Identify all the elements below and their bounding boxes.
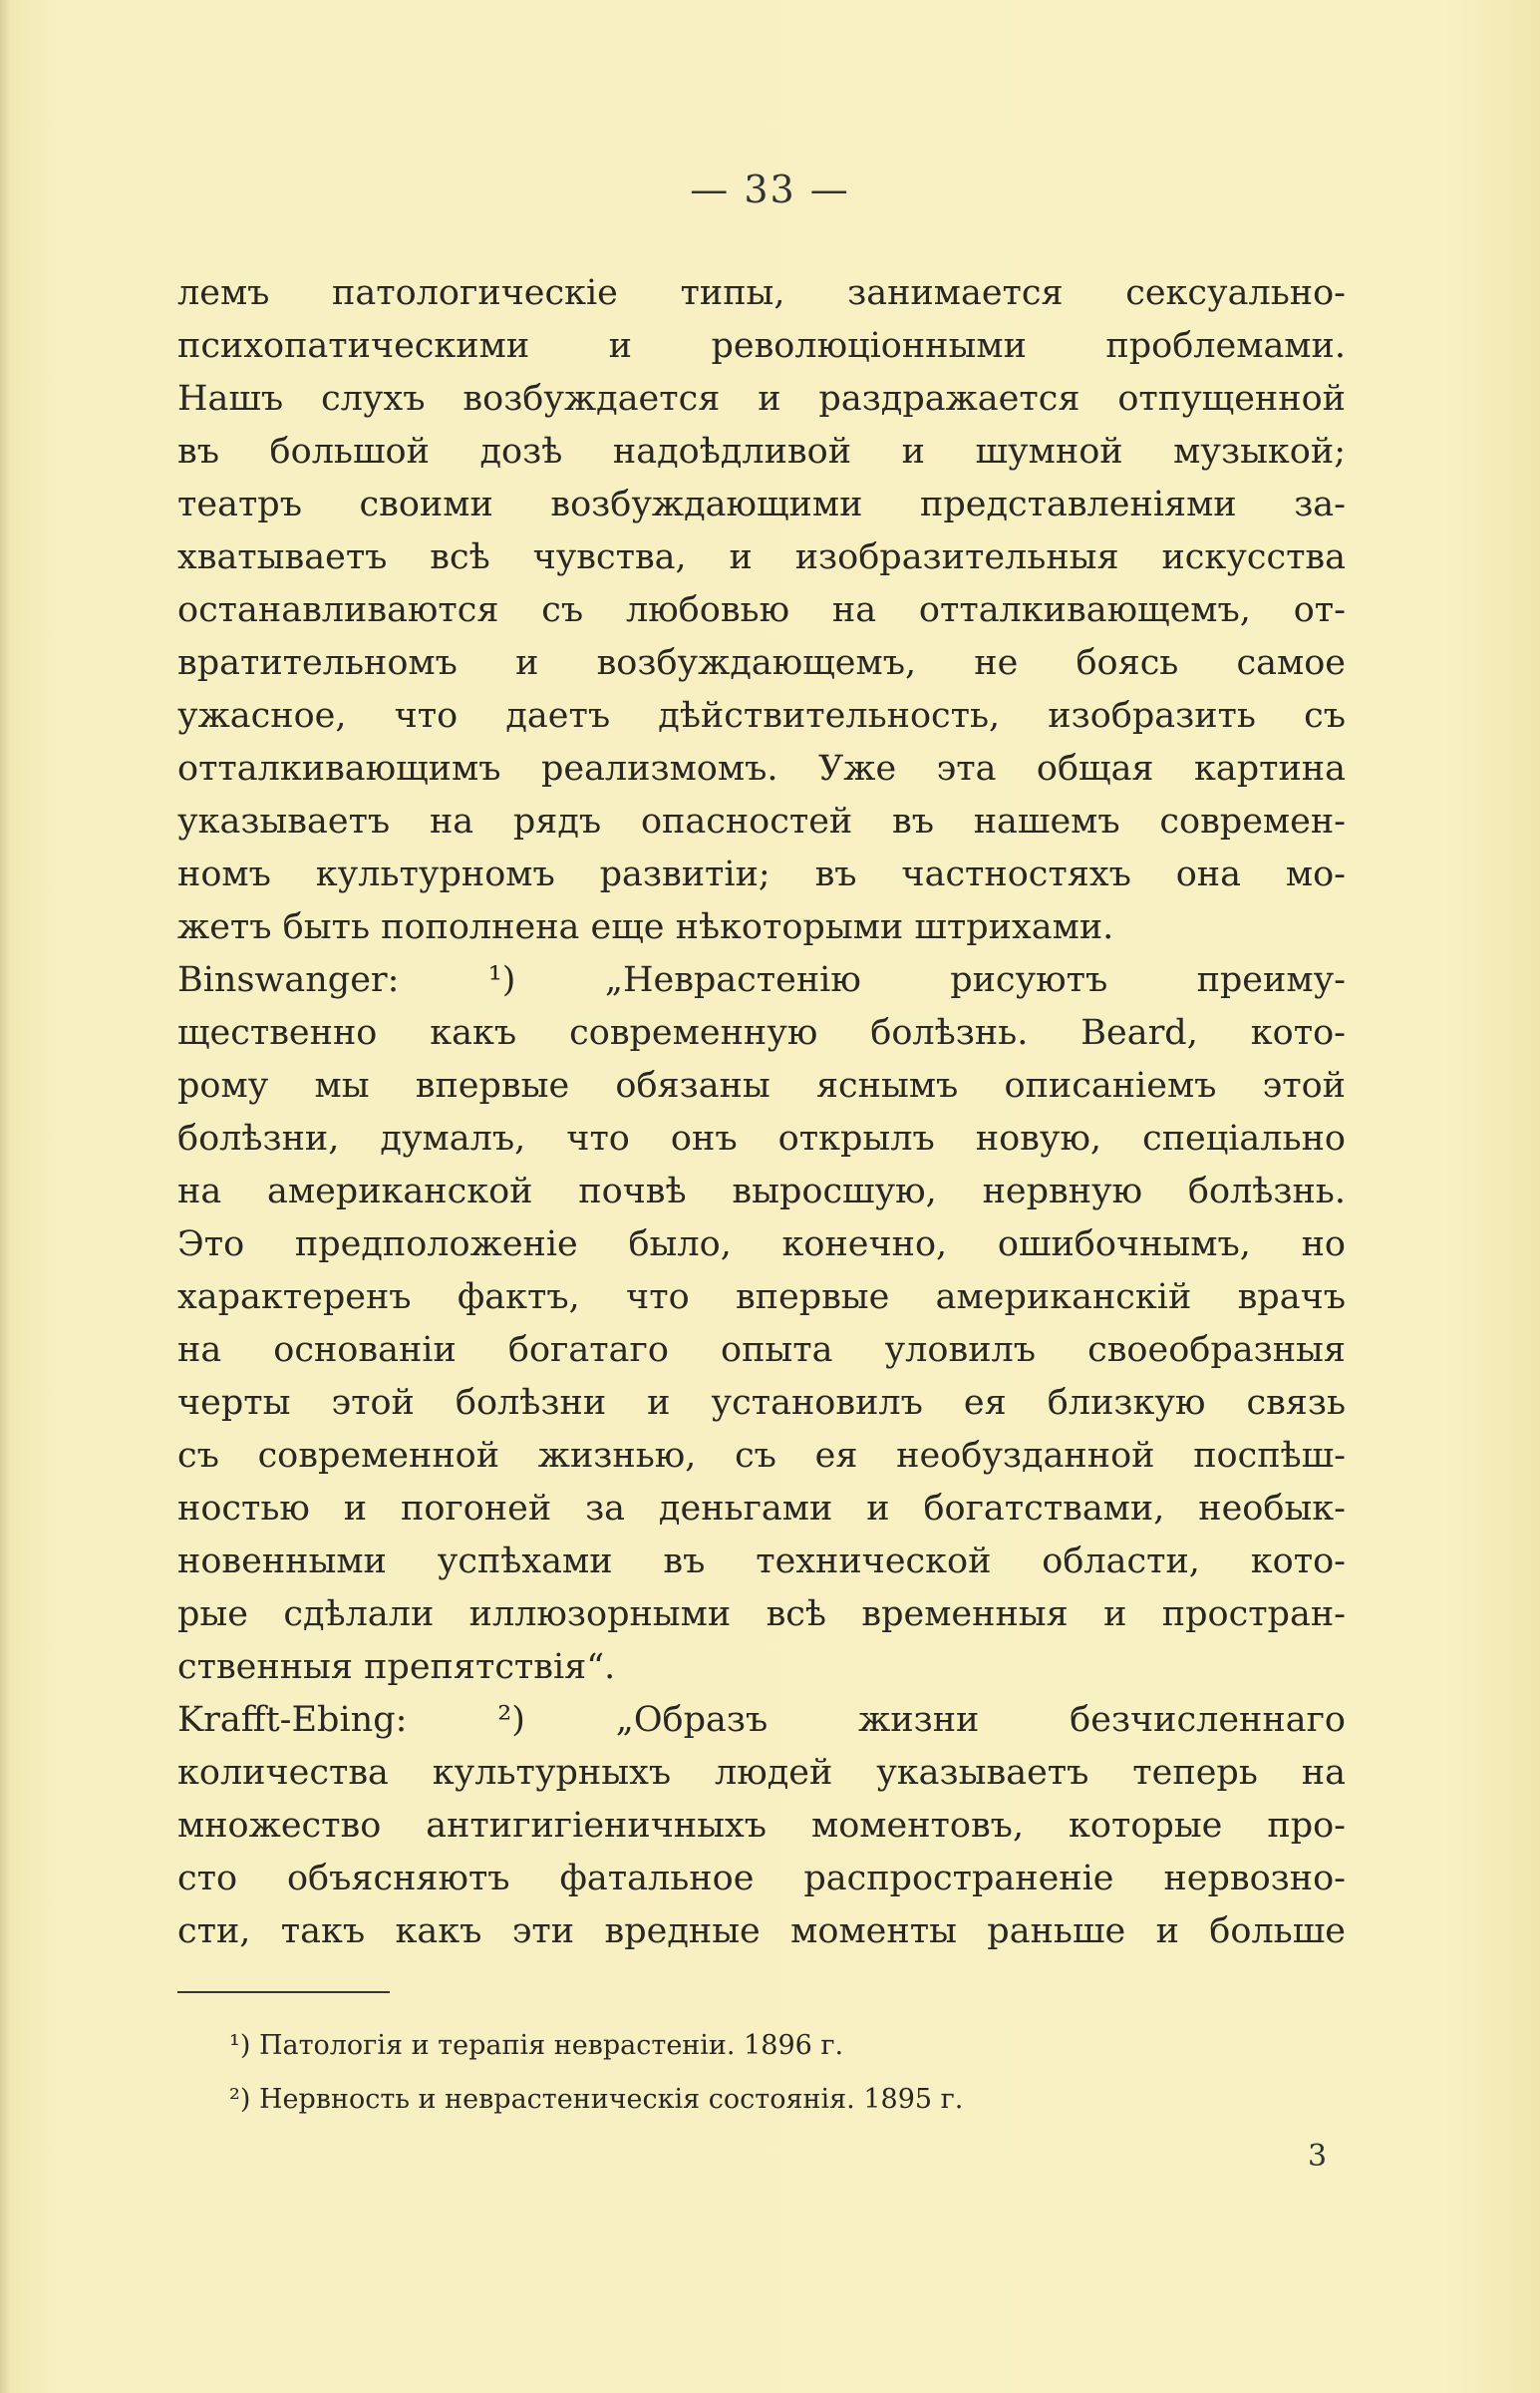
text-line: Krafft-Ebing: ²) „Образъ жизни безчисленнаго: [177, 1700, 1346, 1740]
text-line: сти, такъ какъ эти вредные моменты раньше и больше: [177, 1911, 1346, 1951]
body-text: [177, 267, 1346, 1958]
text-line: Это предположеніе было, конечно, ошибочнымъ, но: [177, 1224, 1346, 1264]
text-line: черты этой болѣзни и установилъ ея близкую связь: [177, 1383, 1346, 1423]
text-line: жетъ быть пополнена еще нѣкоторыми штрихами.: [177, 907, 1114, 947]
text-line: номъ культурномъ развитіи; въ частностяхъ она мо-: [177, 855, 1346, 894]
text-line: рому мы впервые обязаны яснымъ описаніемъ этой: [177, 1066, 1346, 1106]
text-line: Нашъ слухъ возбуждается и раздражается отпущенной: [177, 379, 1346, 419]
text-line: лемъ патологическіе типы, занимается сексуально-: [177, 273, 1346, 313]
text-line: новенными успѣхами въ технической области, кото-: [177, 1541, 1346, 1581]
text-line: отталкивающимъ реализмомъ. Уже эта общая картина: [177, 749, 1346, 789]
text-line: щественно какъ современную болѣзнь. Beard, кото-: [177, 1013, 1346, 1053]
footnotes: [229, 2019, 1226, 2127]
text-line: сто объясняютъ фатальное распространеніе нервозно-: [177, 1859, 1346, 1898]
text-line: рые сдѣлали иллюзорными всѣ временныя и простран-: [177, 1594, 1346, 1634]
text-line: вратительномъ и возбуждающемъ, не боясь самое: [177, 643, 1346, 683]
text-line: ностью и погоней за деньгами и богатствами, необык-: [177, 1489, 1346, 1529]
text-line: театръ своими возбуждающими представленіями за-: [177, 485, 1346, 524]
text-line: количества культурныхъ людей указываетъ теперь на: [177, 1753, 1346, 1793]
text-line: хватываетъ всѣ чувства, и изобразительныя искусства: [177, 537, 1346, 577]
text-line: характеренъ фактъ, что впервые американскій врачъ: [177, 1277, 1346, 1317]
sheet-signature: 3: [1308, 2139, 1328, 2174]
footnote: ¹) Патологія и терапія неврастеніи. 1896 г.: [229, 2030, 844, 2061]
text-line: останавливаются съ любовью на отталкивающемъ, от-: [177, 590, 1346, 630]
text-line: указываетъ на рядъ опасностей въ нашемъ современ-: [177, 802, 1346, 842]
footnote-separator: [177, 1991, 390, 1993]
text-line: болѣзни, думалъ, что онъ открылъ новую, спеціально: [177, 1119, 1346, 1159]
text-line: на основаніи богатаго опыта уловилъ своеобразныя: [177, 1330, 1346, 1370]
footnote: ²) Нервность и неврастеническія состоянія. 1895 г.: [229, 2084, 964, 2115]
text-line: ужасное, что даетъ дѣйствительность, изобразить съ: [177, 696, 1346, 736]
page-binding-edge: [0, 0, 10, 2393]
text-line: психопатическими и революціонными проблемами.: [177, 326, 1346, 366]
text-line: на американской почвѣ выросшую, нервную болѣзнь.: [177, 1172, 1346, 1211]
text-line: Binswanger: ¹) „Неврастенію рисуютъ преиму-: [177, 960, 1346, 1000]
text-line: множество антигигіеничныхъ моментовъ, которые про-: [177, 1806, 1346, 1846]
text-line: ственныя препятствія“.: [177, 1647, 616, 1687]
page-number: — 33 —: [690, 168, 850, 211]
text-line: въ большой дозѣ надоѣдливой и шумной музыкой;: [177, 432, 1346, 472]
text-line: съ современной жизнью, съ ея необузданной поспѣш-: [177, 1436, 1346, 1476]
